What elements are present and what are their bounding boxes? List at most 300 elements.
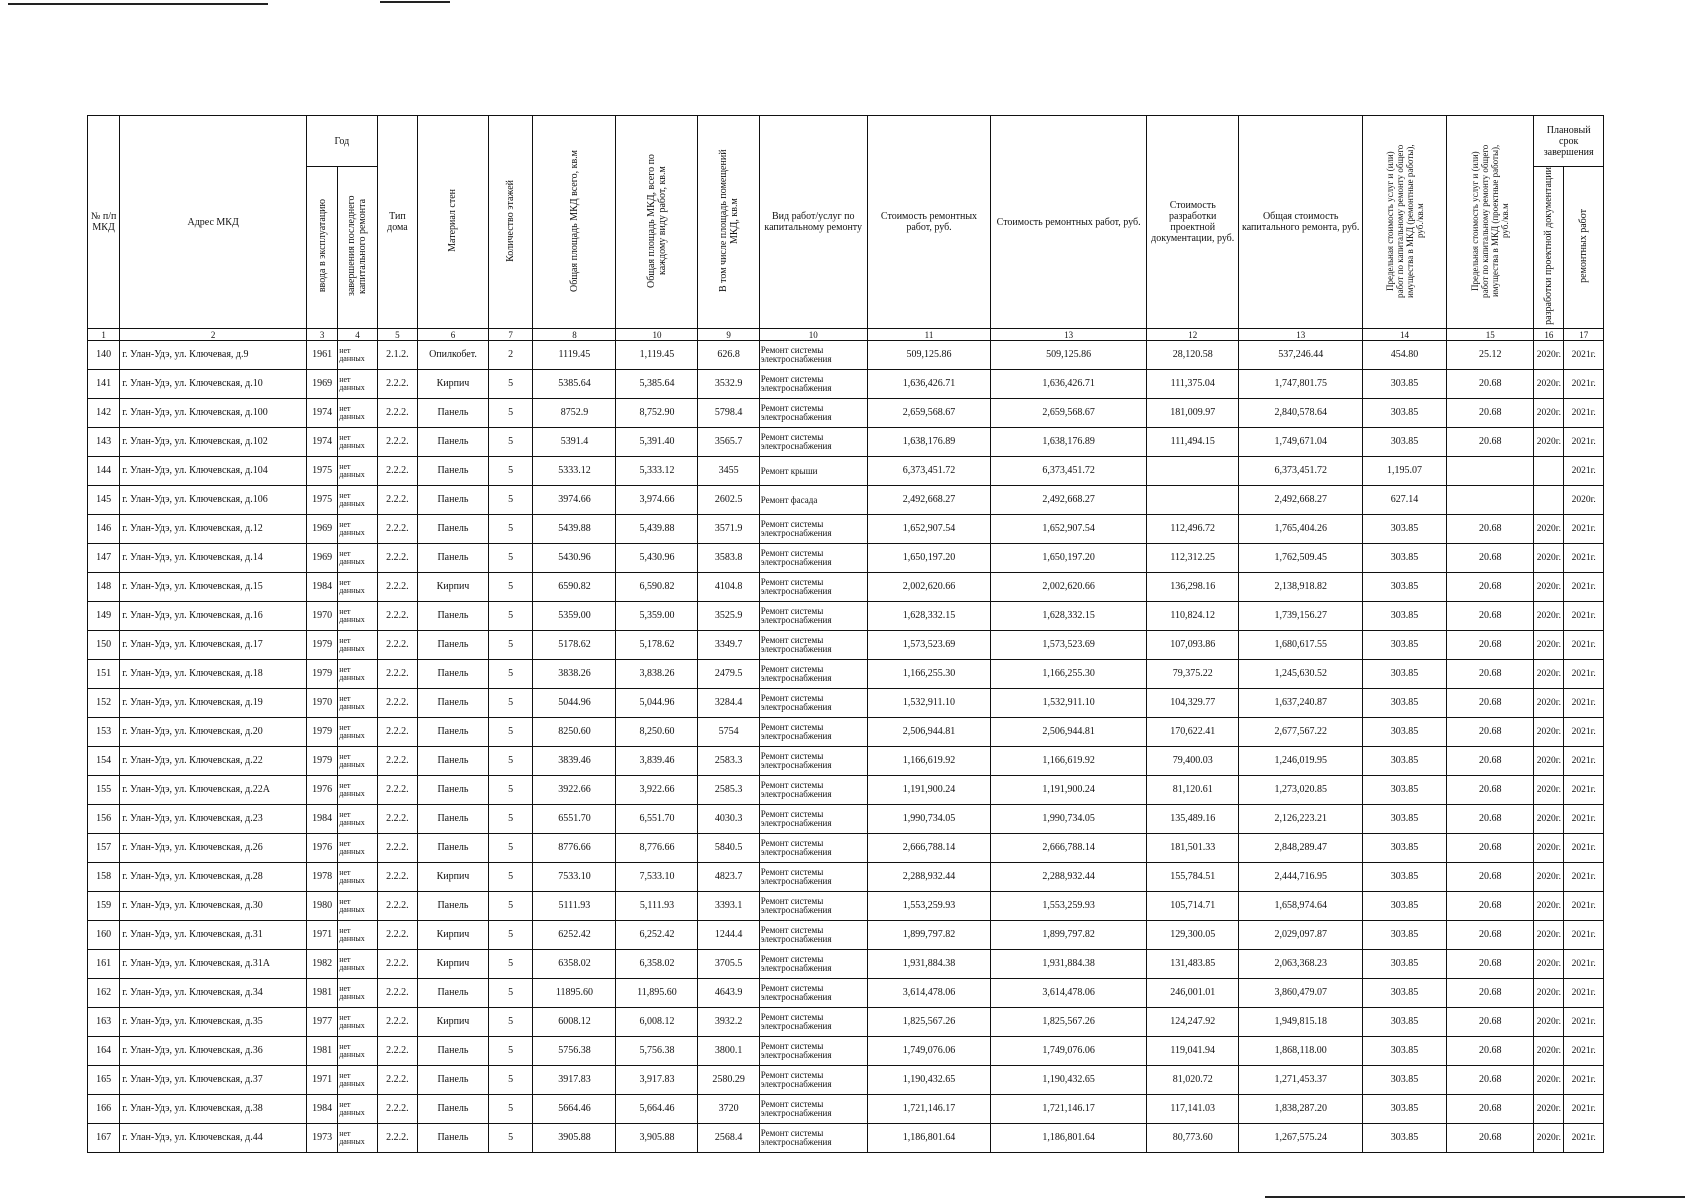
row-limit-design: 20.68 <box>1447 1124 1534 1153</box>
row-year-commission: 1976 <box>307 776 338 805</box>
col-number: 16 <box>1534 329 1564 341</box>
scan-mark <box>380 1 450 3</box>
table-row <box>88 515 1604 544</box>
row-limit-design: 20.68 <box>1447 950 1534 979</box>
row-floors: 5 <box>488 602 533 631</box>
row-cost-design: 112,312.25 <box>1147 544 1239 573</box>
row-cost-repair2: 1,990,734.05 <box>991 805 1147 834</box>
col-cost-design-header: Стоимость разработки проектной документации, руб. <box>1147 116 1239 329</box>
row-number: 165 <box>88 1066 120 1095</box>
row-total-cost: 1,637,240.87 <box>1239 689 1363 718</box>
col-term-design-header <box>1534 167 1564 329</box>
row-limit-repair: 303.85 <box>1363 689 1447 718</box>
row-cost-repair: 1,532,911.10 <box>867 689 991 718</box>
row-house-type: 2.2.2. <box>377 1066 417 1095</box>
row-floors: 5 <box>488 892 533 921</box>
col-cost-repair-header: Стоимость ремонтных работ, руб. <box>867 116 991 329</box>
row-cost-design <box>1147 457 1239 486</box>
row-cost-repair2: 1,636,426.71 <box>991 370 1147 399</box>
row-term-works: 2021г. <box>1564 515 1604 544</box>
row-premises-area: 3705.5 <box>698 950 759 979</box>
row-year-last-repair: нет данных <box>338 892 377 921</box>
row-house-type: 2.2.2. <box>377 1037 417 1066</box>
table-header <box>88 116 1604 341</box>
row-premises-area: 3349.7 <box>698 631 759 660</box>
row-total-cost: 1,267,575.24 <box>1239 1124 1363 1153</box>
row-address: г. Улан-Удэ, ул. Ключевская, д.22 <box>120 747 307 776</box>
row-cost-repair: 3,614,478.06 <box>867 979 991 1008</box>
row-limit-repair: 303.85 <box>1363 1066 1447 1095</box>
row-number: 166 <box>88 1095 120 1124</box>
row-year-last-repair: нет данных <box>338 1066 377 1095</box>
row-wall-material: Кирпич <box>418 950 489 979</box>
row-term-works: 2021г. <box>1564 1037 1604 1066</box>
row-wall-material: Кирпич <box>418 370 489 399</box>
col-number: 12 <box>1147 329 1239 341</box>
row-term-works: 2021г. <box>1564 950 1604 979</box>
row-address: г. Улан-Удэ, ул. Ключевская, д.102 <box>120 428 307 457</box>
row-term-design: 2020г. <box>1534 1124 1564 1153</box>
row-cost-repair2: 1,553,259.93 <box>991 892 1147 921</box>
col-total-cost-header: Общая стоимость капитального ремонта, руб. <box>1239 116 1363 329</box>
row-cost-repair2: 1,650,197.20 <box>991 544 1147 573</box>
row-floors: 5 <box>488 399 533 428</box>
row-wall-material: Панель <box>418 689 489 718</box>
row-number: 164 <box>88 1037 120 1066</box>
row-wall-material: Панель <box>418 805 489 834</box>
row-term-design: 2020г. <box>1534 370 1564 399</box>
row-term-design: 2020г. <box>1534 776 1564 805</box>
row-term-works: 2021г. <box>1564 718 1604 747</box>
row-premises-area: 2585.3 <box>698 776 759 805</box>
row-term-works: 2021г. <box>1564 921 1604 950</box>
row-cost-repair: 1,573,523.69 <box>867 631 991 660</box>
row-limit-design <box>1447 457 1534 486</box>
row-premises-area: 626.8 <box>698 341 759 370</box>
row-address: г. Улан-Удэ, ул. Ключевская, д.38 <box>120 1095 307 1124</box>
row-floors: 5 <box>488 718 533 747</box>
row-limit-repair: 303.85 <box>1363 718 1447 747</box>
row-cost-repair: 509,125.86 <box>867 341 991 370</box>
row-term-works: 2021г. <box>1564 892 1604 921</box>
row-house-type: 2.2.2. <box>377 486 417 515</box>
row-premises-area: 3571.9 <box>698 515 759 544</box>
row-work-type: Ремонт системы электроснабжения <box>759 863 867 892</box>
row-limit-repair: 303.85 <box>1363 1095 1447 1124</box>
row-area-by-work: 5,111.93 <box>616 892 698 921</box>
row-year-last-repair: нет данных <box>338 573 377 602</box>
col-year-group-header: Год <box>307 116 378 167</box>
row-wall-material: Панель <box>418 979 489 1008</box>
row-limit-design: 20.68 <box>1447 573 1534 602</box>
row-limit-design: 20.68 <box>1447 892 1534 921</box>
row-floors: 5 <box>488 631 533 660</box>
col-num-header: № п/п МКД <box>88 116 120 329</box>
row-total-area: 6252.42 <box>533 921 616 950</box>
row-total-area: 3839.46 <box>533 747 616 776</box>
row-limit-design: 20.68 <box>1447 631 1534 660</box>
row-total-area: 5333.12 <box>533 457 616 486</box>
row-work-type: Ремонт фасада <box>759 486 867 515</box>
row-address: г. Улан-Удэ, ул. Ключевская, д.31А <box>120 950 307 979</box>
row-cost-repair: 1,191,900.24 <box>867 776 991 805</box>
row-term-works: 2021г. <box>1564 631 1604 660</box>
row-work-type: Ремонт системы электроснабжения <box>759 631 867 660</box>
row-limit-repair: 454.80 <box>1363 341 1447 370</box>
table-row <box>88 457 1604 486</box>
row-cost-repair2: 2,506,944.81 <box>991 718 1147 747</box>
row-term-works: 2021г. <box>1564 805 1604 834</box>
row-total-cost: 1,868,118.00 <box>1239 1037 1363 1066</box>
col-number: 10 <box>616 329 698 341</box>
repair-register-table <box>87 115 1604 1153</box>
table-row <box>88 1124 1604 1153</box>
row-area-by-work: 6,358.02 <box>616 950 698 979</box>
row-number: 157 <box>88 834 120 863</box>
row-term-design: 2020г. <box>1534 631 1564 660</box>
row-total-cost: 1,747,801.75 <box>1239 370 1363 399</box>
column-number-row <box>88 329 1604 341</box>
row-address: г. Улан-Удэ, ул. Ключевская, д.12 <box>120 515 307 544</box>
table-row <box>88 747 1604 776</box>
row-address: г. Улан-Удэ, ул. Ключевая, д.9 <box>120 341 307 370</box>
row-address: г. Улан-Удэ, ул. Ключевская, д.106 <box>120 486 307 515</box>
table-row <box>88 892 1604 921</box>
row-limit-design: 20.68 <box>1447 1008 1534 1037</box>
row-term-design: 2020г. <box>1534 341 1564 370</box>
row-area-by-work: 7,533.10 <box>616 863 698 892</box>
area-by-work-label: Общая площадь МКД, всего по каждому виду работ, кв.м <box>645 153 668 288</box>
row-total-cost: 1,271,453.37 <box>1239 1066 1363 1095</box>
col-wall-material-header <box>418 116 489 329</box>
row-work-type: Ремонт крыши <box>759 457 867 486</box>
row-work-type: Ремонт системы электроснабжения <box>759 399 867 428</box>
row-limit-repair: 303.85 <box>1363 950 1447 979</box>
row-limit-repair: 303.85 <box>1363 805 1447 834</box>
row-cost-repair2: 1,721,146.17 <box>991 1095 1147 1124</box>
row-cost-repair2: 2,288,932.44 <box>991 863 1147 892</box>
row-limit-design: 25.12 <box>1447 341 1534 370</box>
row-limit-design: 20.68 <box>1447 979 1534 1008</box>
row-work-type: Ремонт системы электроснабжения <box>759 1124 867 1153</box>
row-cost-design: 119,041.94 <box>1147 1037 1239 1066</box>
row-wall-material: Панель <box>418 428 489 457</box>
row-total-cost: 1,658,974.64 <box>1239 892 1363 921</box>
row-premises-area: 3720 <box>698 1095 759 1124</box>
row-address: г. Улан-Удэ, ул. Ключевская, д.16 <box>120 602 307 631</box>
row-work-type: Ремонт системы электроснабжения <box>759 979 867 1008</box>
row-premises-area: 4104.8 <box>698 573 759 602</box>
col-floors-header <box>488 116 533 329</box>
table-row <box>88 660 1604 689</box>
row-number: 149 <box>88 602 120 631</box>
col-address-header: Адрес МКД <box>120 116 307 329</box>
row-premises-area: 2568.4 <box>698 1124 759 1153</box>
row-cost-repair: 1,652,907.54 <box>867 515 991 544</box>
row-cost-repair2: 1,186,801.64 <box>991 1124 1147 1153</box>
col-number: 9 <box>698 329 759 341</box>
row-address: г. Улан-Удэ, ул. Ключевская, д.34 <box>120 979 307 1008</box>
row-work-type: Ремонт системы электроснабжения <box>759 718 867 747</box>
row-address: г. Улан-Удэ, ул. Ключевская, д.100 <box>120 399 307 428</box>
row-cost-repair: 1,166,255.30 <box>867 660 991 689</box>
row-year-commission: 1974 <box>307 428 338 457</box>
col-number: 13 <box>1239 329 1363 341</box>
row-floors: 5 <box>488 486 533 515</box>
row-cost-repair2: 1,931,884.38 <box>991 950 1147 979</box>
row-total-area: 6008.12 <box>533 1008 616 1037</box>
row-house-type: 2.2.2. <box>377 979 417 1008</box>
row-term-works: 2021г. <box>1564 747 1604 776</box>
row-work-type: Ремонт системы электроснабжения <box>759 834 867 863</box>
row-total-area: 5664.46 <box>533 1095 616 1124</box>
table-row <box>88 834 1604 863</box>
row-term-works: 2021г. <box>1564 1008 1604 1037</box>
row-work-type: Ремонт системы электроснабжения <box>759 805 867 834</box>
col-number: 10 <box>759 329 867 341</box>
row-cost-repair2: 3,614,478.06 <box>991 979 1147 1008</box>
row-limit-design: 20.68 <box>1447 1037 1534 1066</box>
row-total-cost: 1,680,617.55 <box>1239 631 1363 660</box>
row-term-works: 2021г. <box>1564 1124 1604 1153</box>
row-floors: 5 <box>488 1066 533 1095</box>
row-area-by-work: 6,551.70 <box>616 805 698 834</box>
row-work-type: Ремонт системы электроснабжения <box>759 921 867 950</box>
table-row <box>88 718 1604 747</box>
row-limit-design: 20.68 <box>1447 805 1534 834</box>
row-limit-design: 20.68 <box>1447 428 1534 457</box>
row-area-by-work: 6,252.42 <box>616 921 698 950</box>
row-limit-repair: 303.85 <box>1363 370 1447 399</box>
row-cost-repair2: 1,825,567.26 <box>991 1008 1147 1037</box>
row-term-design <box>1534 486 1564 515</box>
row-limit-repair: 627.14 <box>1363 486 1447 515</box>
col-number: 17 <box>1564 329 1604 341</box>
row-total-cost: 1,838,287.20 <box>1239 1095 1363 1124</box>
row-term-works: 2021г. <box>1564 428 1604 457</box>
row-number: 151 <box>88 660 120 689</box>
row-floors: 5 <box>488 1037 533 1066</box>
row-number: 152 <box>88 689 120 718</box>
row-total-area: 5359.00 <box>533 602 616 631</box>
row-premises-area: 1244.4 <box>698 921 759 950</box>
row-cost-repair2: 1,899,797.82 <box>991 921 1147 950</box>
row-number: 144 <box>88 457 120 486</box>
row-house-type: 2.2.2. <box>377 544 417 573</box>
row-year-commission: 1984 <box>307 573 338 602</box>
col-number: 6 <box>418 329 489 341</box>
row-area-by-work: 6,008.12 <box>616 1008 698 1037</box>
row-total-area: 3905.88 <box>533 1124 616 1153</box>
row-cost-repair2: 2,002,620.66 <box>991 573 1147 602</box>
table-row <box>88 689 1604 718</box>
row-cost-design: 170,622.41 <box>1147 718 1239 747</box>
row-address: г. Улан-Удэ, ул. Ключевская, д.23 <box>120 805 307 834</box>
row-limit-repair: 303.85 <box>1363 1037 1447 1066</box>
col-year-last-repair-header <box>338 167 377 329</box>
row-total-area: 8250.60 <box>533 718 616 747</box>
row-year-commission: 1979 <box>307 747 338 776</box>
row-term-works: 2021г. <box>1564 776 1604 805</box>
row-cost-design: 107,093.86 <box>1147 631 1239 660</box>
row-address: г. Улан-Удэ, ул. Ключевская, д.26 <box>120 834 307 863</box>
row-year-commission: 1977 <box>307 1008 338 1037</box>
row-number: 141 <box>88 370 120 399</box>
row-area-by-work: 3,905.88 <box>616 1124 698 1153</box>
row-floors: 5 <box>488 950 533 979</box>
row-cost-repair2: 1,628,332.15 <box>991 602 1147 631</box>
row-cost-repair: 2,002,620.66 <box>867 573 991 602</box>
row-house-type: 2.2.2. <box>377 428 417 457</box>
row-term-works: 2021г. <box>1564 1066 1604 1095</box>
table-row <box>88 1095 1604 1124</box>
row-floors: 5 <box>488 776 533 805</box>
row-limit-repair: 303.85 <box>1363 631 1447 660</box>
row-year-commission: 1974 <box>307 399 338 428</box>
row-area-by-work: 3,838.26 <box>616 660 698 689</box>
row-floors: 5 <box>488 863 533 892</box>
row-cost-repair: 1,628,332.15 <box>867 602 991 631</box>
row-total-area: 5391.4 <box>533 428 616 457</box>
row-term-design: 2020г. <box>1534 602 1564 631</box>
col-term-group-header: Плановый срок завершения <box>1534 116 1604 167</box>
row-limit-repair: 1,195.07 <box>1363 457 1447 486</box>
row-area-by-work: 5,430.96 <box>616 544 698 573</box>
row-number: 163 <box>88 1008 120 1037</box>
row-total-area: 5111.93 <box>533 892 616 921</box>
row-number: 142 <box>88 399 120 428</box>
row-total-area: 3974.66 <box>533 486 616 515</box>
row-term-works: 2021г. <box>1564 544 1604 573</box>
row-limit-design: 20.68 <box>1447 1066 1534 1095</box>
row-address: г. Улан-Удэ, ул. Ключевская, д.35 <box>120 1008 307 1037</box>
row-premises-area: 3393.1 <box>698 892 759 921</box>
row-term-works: 2021г. <box>1564 341 1604 370</box>
row-floors: 5 <box>488 428 533 457</box>
row-area-by-work: 1,119.45 <box>616 341 698 370</box>
row-cost-repair2: 1,652,907.54 <box>991 515 1147 544</box>
row-total-cost: 537,246.44 <box>1239 341 1363 370</box>
row-address: г. Улан-Удэ, ул. Ключевская, д.19 <box>120 689 307 718</box>
row-total-area: 6358.02 <box>533 950 616 979</box>
row-wall-material: Панель <box>418 776 489 805</box>
row-cost-design: 136,298.16 <box>1147 573 1239 602</box>
row-number: 156 <box>88 805 120 834</box>
row-total-area: 6551.70 <box>533 805 616 834</box>
row-limit-design: 20.68 <box>1447 370 1534 399</box>
row-year-last-repair: нет данных <box>338 341 377 370</box>
row-total-cost: 2,126,223.21 <box>1239 805 1363 834</box>
row-area-by-work: 3,922.66 <box>616 776 698 805</box>
row-work-type: Ремонт системы электроснабжения <box>759 370 867 399</box>
row-limit-repair: 303.85 <box>1363 863 1447 892</box>
row-area-by-work: 5,044.96 <box>616 689 698 718</box>
row-work-type: Ремонт системы электроснабжения <box>759 602 867 631</box>
row-limit-repair: 303.85 <box>1363 428 1447 457</box>
row-floors: 5 <box>488 1008 533 1037</box>
row-number: 150 <box>88 631 120 660</box>
row-year-last-repair: нет данных <box>338 834 377 863</box>
row-work-type: Ремонт системы электроснабжения <box>759 1095 867 1124</box>
row-year-last-repair: нет данных <box>338 399 377 428</box>
table-row <box>88 979 1604 1008</box>
row-total-cost: 2,063,368.23 <box>1239 950 1363 979</box>
row-term-design: 2020г. <box>1534 1095 1564 1124</box>
row-year-commission: 1979 <box>307 660 338 689</box>
row-total-area: 1119.45 <box>533 341 616 370</box>
row-cost-repair: 1,749,076.06 <box>867 1037 991 1066</box>
row-wall-material: Панель <box>418 660 489 689</box>
row-limit-repair: 303.85 <box>1363 515 1447 544</box>
row-total-area: 8752.9 <box>533 399 616 428</box>
col-number: 3 <box>307 329 338 341</box>
col-work-type-header: Вид работ/услуг по капитальному ремонту <box>759 116 867 329</box>
row-wall-material: Панель <box>418 1037 489 1066</box>
row-year-last-repair: нет данных <box>338 776 377 805</box>
row-limit-repair: 303.85 <box>1363 399 1447 428</box>
row-address: г. Улан-Удэ, ул. Ключевская, д.10 <box>120 370 307 399</box>
table-row <box>88 428 1604 457</box>
row-limit-design: 20.68 <box>1447 863 1534 892</box>
row-number: 145 <box>88 486 120 515</box>
row-house-type: 2.2.2. <box>377 457 417 486</box>
col-cost-repair2-header: Стоимость ремонтных работ, руб. <box>991 116 1147 329</box>
row-year-last-repair: нет данных <box>338 863 377 892</box>
row-total-cost: 1,765,404.26 <box>1239 515 1363 544</box>
row-wall-material: Кирпич <box>418 921 489 950</box>
row-work-type: Ремонт системы электроснабжения <box>759 1066 867 1095</box>
row-total-area: 5044.96 <box>533 689 616 718</box>
row-area-by-work: 3,974.66 <box>616 486 698 515</box>
row-term-design: 2020г. <box>1534 718 1564 747</box>
row-limit-design: 20.68 <box>1447 602 1534 631</box>
row-year-last-repair: нет данных <box>338 660 377 689</box>
row-year-last-repair: нет данных <box>338 979 377 1008</box>
row-year-last-repair: нет данных <box>338 486 377 515</box>
row-work-type: Ремонт системы электроснабжения <box>759 1008 867 1037</box>
row-total-cost: 1,739,156.27 <box>1239 602 1363 631</box>
row-cost-design: 246,001.01 <box>1147 979 1239 1008</box>
row-wall-material: Панель <box>418 1124 489 1153</box>
row-floors: 5 <box>488 747 533 776</box>
scan-mark <box>1265 1196 1685 1198</box>
table-body <box>88 341 1604 1153</box>
term-design-label: разработки проектной документации <box>1543 167 1555 325</box>
row-address: г. Улан-Удэ, ул. Ключевская, д.37 <box>120 1066 307 1095</box>
row-term-design: 2020г. <box>1534 805 1564 834</box>
row-limit-design: 20.68 <box>1447 515 1534 544</box>
row-cost-repair2: 2,659,568.67 <box>991 399 1147 428</box>
row-number: 154 <box>88 747 120 776</box>
row-house-type: 2.2.2. <box>377 602 417 631</box>
table-row <box>88 486 1604 515</box>
row-limit-repair: 303.85 <box>1363 921 1447 950</box>
col-limit-repair-header <box>1363 116 1447 329</box>
row-house-type: 2.2.2. <box>377 921 417 950</box>
row-limit-repair: 303.85 <box>1363 892 1447 921</box>
row-cost-repair: 1,190,432.65 <box>867 1066 991 1095</box>
row-term-works: 2020г. <box>1564 486 1604 515</box>
row-total-area: 5385.64 <box>533 370 616 399</box>
row-premises-area: 2583.3 <box>698 747 759 776</box>
row-cost-design: 181,009.97 <box>1147 399 1239 428</box>
row-address: г. Улан-Удэ, ул. Ключевская, д.104 <box>120 457 307 486</box>
row-cost-design: 81,120.61 <box>1147 776 1239 805</box>
row-total-area: 5439.88 <box>533 515 616 544</box>
row-limit-design: 20.68 <box>1447 747 1534 776</box>
row-term-design: 2020г. <box>1534 660 1564 689</box>
row-house-type: 2.2.2. <box>377 1095 417 1124</box>
